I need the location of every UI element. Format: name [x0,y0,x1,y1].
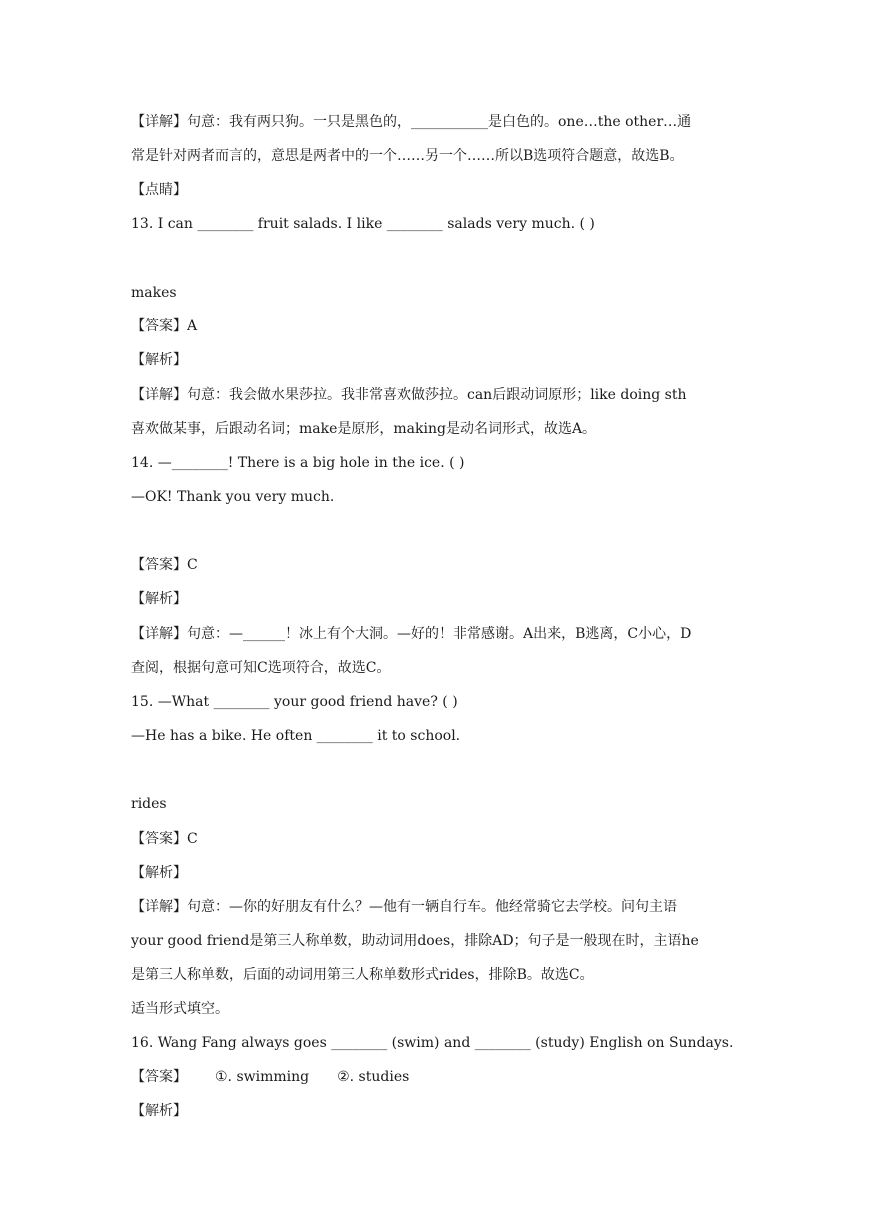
analysis-label: 【解析】 [131,865,187,881]
answer-2: ②. studies [337,1069,410,1085]
explanation-line: 【详解】句意：我会做水果莎拉。我非常喜欢做莎拉。can后跟动词原形；like doing sth [131,387,687,403]
question-14: 14. —________! There is a big hole in the ice. ( ) [131,455,465,471]
answer-label: 【答案】 [131,1069,187,1085]
question-14-reply: —OK! Thank you very much. [131,489,335,505]
answer-label: 【答案】C [131,831,198,847]
question-13: 13. I can ________ fruit salads. I like ________ salads very much. ( ) [131,216,595,232]
explanation-line: your good friend是第三人称单数，助动词用does，排除AD；句子是一般现在时，主语he [131,933,699,949]
question-15-reply: —He has a bike. He often ________ it to school. [131,728,461,744]
explanation-line: 【详解】句意：—______！冰上有个大洞。—好的！非常感谢。A出来，B逃离，C小心，D [131,626,692,642]
analysis-label: 【解析】 [131,1103,187,1119]
explanation-line: 常是针对两者而言的，意思是两者中的一个……另一个……所以B选项符合题意，故选B。 [131,148,684,164]
answer-1: ①. swimming [215,1069,310,1085]
explanation-line: 【详解】句意：我有两只狗。一只是黑色的，___________是白色的。one…the other…通 [131,114,692,130]
explanation-line: 【详解】句意：—你的好朋友有什么？—他有一辆自行车。他经常骑它去学校。问句主语 [131,899,677,915]
analysis-label: 【解析】 [131,352,187,368]
option-wrap: rides [131,796,167,812]
answer-label: 【答案】C [131,557,198,573]
answer-16 [131,1067,741,1087]
answer-label: 【答案】A [131,318,198,334]
question-15: 15. —What ________ your good friend have? ( ) [131,694,458,710]
analysis-label: 【解析】 [131,591,187,607]
question-16: 16. Wang Fang always goes ________ (swim) and ________ (study) English on Sundays. [131,1035,734,1051]
section-heading: 适当形式填空。 [131,1001,229,1017]
section-label: 【点睛】 [131,182,187,198]
option-wrap: makes [131,285,177,301]
explanation-line: 喜欢做某事，后跟动名词；make是原形，making是动名词形式，故选A。 [131,421,597,437]
explanation-line: 是第三人称单数，后面的动词用第三人称单数形式rides，排除B。故选C。 [131,967,594,983]
explanation-line: 查阅，根据句意可知C选项符合，故选C。 [131,660,391,676]
